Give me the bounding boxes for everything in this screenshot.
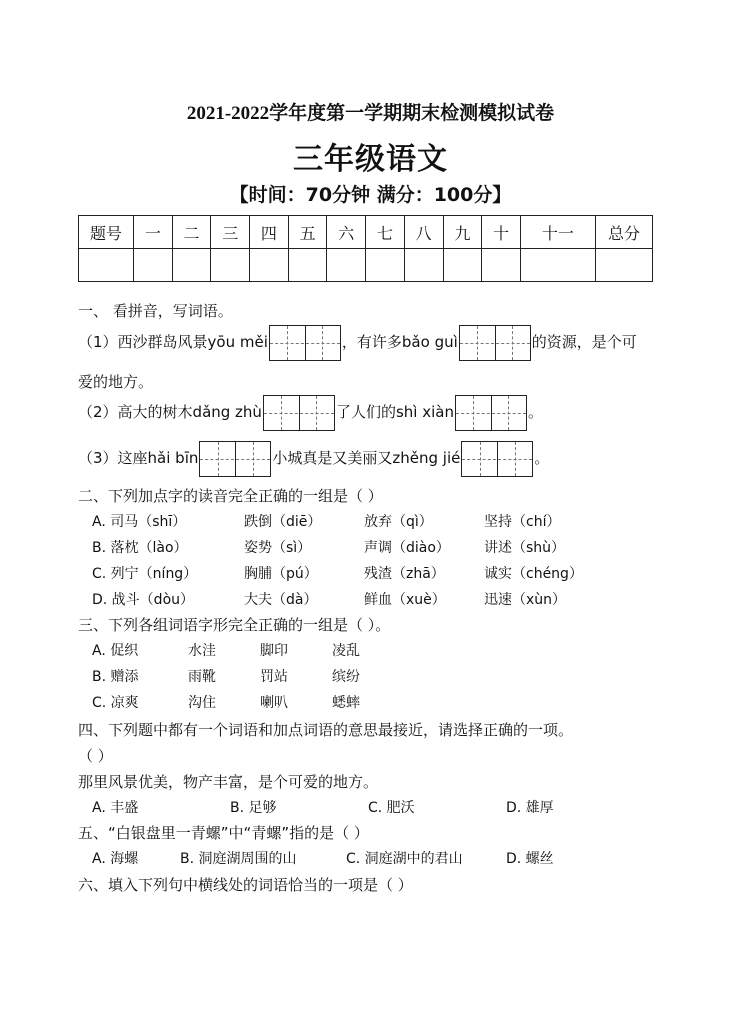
score-header-cell: 三 [211, 216, 250, 249]
character-writing-box[interactable] [199, 441, 271, 477]
q1-l2-text-c: 。 [527, 403, 543, 421]
q3-option: A. 促织 [92, 643, 139, 659]
score-header-cell: 十 [482, 216, 521, 249]
q1-l3-text-b: 小城真是又美丽又 [272, 449, 393, 467]
pinyin-label: zhěng jié [392, 449, 461, 467]
q2-option: B. 落枕（lào） [92, 540, 188, 556]
q2-option: 鲜血（xuè） [364, 592, 446, 608]
q4-answer-paren: （ ） [78, 747, 113, 765]
score-cell[interactable] [327, 249, 366, 282]
q3-option: 沟住 [188, 695, 216, 711]
q2-option: A. 司马（shī） [92, 514, 187, 530]
score-cell[interactable] [79, 249, 134, 282]
score-cell[interactable] [520, 249, 595, 282]
q1-l1-text-c: 的资源，是个可 [531, 333, 637, 351]
time-info: 【时间：70分钟 满分：100分】 [229, 184, 512, 206]
score-table-score-row [79, 249, 653, 282]
pinyin-label: hǎi bīn [147, 449, 199, 467]
q1-l3-text-c: 。 [534, 449, 550, 467]
subject-title: 三年级语文 [293, 142, 448, 177]
q1-l1-text-a: （1）西沙群岛风景 [78, 333, 208, 351]
q2-option: 讲述（shù） [484, 540, 566, 556]
q5-heading: 五、“白银盘里一青螺”中“青螺”指的是（ ） [78, 824, 369, 842]
score-header-cell: 十一 [520, 216, 595, 249]
score-header-cell: 总分 [596, 216, 653, 249]
pinyin-label: yōu měi [207, 333, 268, 351]
q2-option: 跌倒（diē） [244, 514, 322, 530]
q1-l3-text-a: （3）这座 [78, 449, 148, 467]
character-writing-box[interactable] [461, 441, 533, 477]
q1-l2-text-b: 了人们的 [335, 403, 396, 421]
q2-option: 放弃（qì） [364, 514, 433, 530]
q5-option: D. 螺丝 [506, 851, 554, 867]
q1-line-2 [78, 394, 543, 431]
character-writing-box[interactable] [263, 395, 335, 431]
score-cell[interactable] [482, 249, 521, 282]
q2-option: 胸脯（pú） [244, 566, 318, 582]
score-header-cell: 九 [443, 216, 482, 249]
character-writing-box[interactable] [459, 325, 531, 361]
q3-option: B. 赠添 [92, 669, 139, 685]
q5-option: A. 海螺 [92, 851, 139, 867]
score-table [78, 215, 653, 282]
q6-heading: 六、填入下列句中横线处的词语恰当的一项是（ ） [78, 876, 413, 894]
score-cell[interactable] [596, 249, 653, 282]
score-header-cell: 题号 [79, 216, 134, 249]
score-header-cell: 二 [172, 216, 211, 249]
q4-option: C. 肥沃 [368, 800, 415, 816]
q3-option: 缤纷 [332, 669, 360, 685]
q1-l2-text-a: （2）高大的树木 [78, 403, 193, 421]
score-table-header-row [79, 216, 653, 249]
q2-option: C. 列宁（níng） [92, 566, 198, 582]
q3-option: 水洼 [188, 643, 216, 659]
q5-option: C. 洞庭湖中的君山 [346, 851, 463, 867]
score-header-cell: 七 [366, 216, 405, 249]
score-cell[interactable] [134, 249, 173, 282]
score-cell[interactable] [404, 249, 443, 282]
pinyin-label: bǎo guì [401, 333, 458, 351]
q3-heading: 三、下列各组词语字形完全正确的一组是（ ）。 [78, 616, 391, 634]
score-header-cell: 八 [404, 216, 443, 249]
q3-option: 蟋蟀 [332, 695, 360, 711]
score-cell[interactable] [366, 249, 405, 282]
q3-option: 脚印 [260, 643, 288, 659]
q3-option: 罚站 [260, 669, 288, 685]
q1-line-1-cont: 爱的地方。 [78, 373, 154, 391]
q1-l1-text-b: ，有许多 [341, 333, 402, 351]
character-writing-box[interactable] [269, 325, 341, 361]
q3-option: 喇叭 [260, 695, 288, 711]
q2-option: D. 战斗（dòu） [92, 592, 195, 608]
character-writing-box[interactable] [455, 395, 527, 431]
score-cell[interactable] [250, 249, 289, 282]
q2-option: 残渣（zhā） [364, 566, 445, 582]
q2-option: 姿势（sì） [244, 540, 312, 556]
score-header-cell: 五 [288, 216, 327, 249]
q2-option: 迅速（xùn） [484, 592, 567, 608]
q2-option: 大夫（dà） [244, 592, 318, 608]
q2-heading: 二、下列加点字的读音完全正确的一组是（ ） [78, 487, 383, 505]
q3-option: C. 凉爽 [92, 695, 139, 711]
score-cell[interactable] [172, 249, 211, 282]
q4-heading: 四、下列题中都有一个词语和加点词语的意思最接近，请选择正确的一项。 [78, 721, 574, 739]
q1-line-3 [78, 440, 549, 477]
q2-option: 声调（diào） [364, 540, 450, 556]
q5-option: B. 洞庭湖周围的山 [180, 851, 297, 867]
q4-option: A. 丰盛 [92, 800, 139, 816]
q4-sentence: 那里风景优美，物产丰富，是个可爱的地方。 [78, 773, 379, 791]
q4-option: B. 足够 [230, 800, 277, 816]
score-header-cell: 四 [250, 216, 289, 249]
q1-heading: 一、 看拼音，写词语。 [78, 302, 233, 320]
exam-title: 2021-2022学年度第一学期期末检测模拟试卷 [186, 103, 555, 124]
q1-line-1 [78, 324, 637, 361]
pinyin-label: dǎng zhù [192, 403, 262, 421]
score-cell[interactable] [288, 249, 327, 282]
pinyin-label: shì xiàn [395, 403, 454, 421]
score-header-cell: 一 [134, 216, 173, 249]
q2-option: 诚实（chéng） [484, 566, 583, 582]
q3-option: 凌乱 [332, 643, 360, 659]
score-header-cell: 六 [327, 216, 366, 249]
score-cell[interactable] [443, 249, 482, 282]
q2-option: 坚持（chí） [484, 514, 561, 530]
q3-option: 雨靴 [188, 669, 216, 685]
q4-option: D. 雄厚 [506, 800, 554, 816]
score-cell[interactable] [211, 249, 250, 282]
